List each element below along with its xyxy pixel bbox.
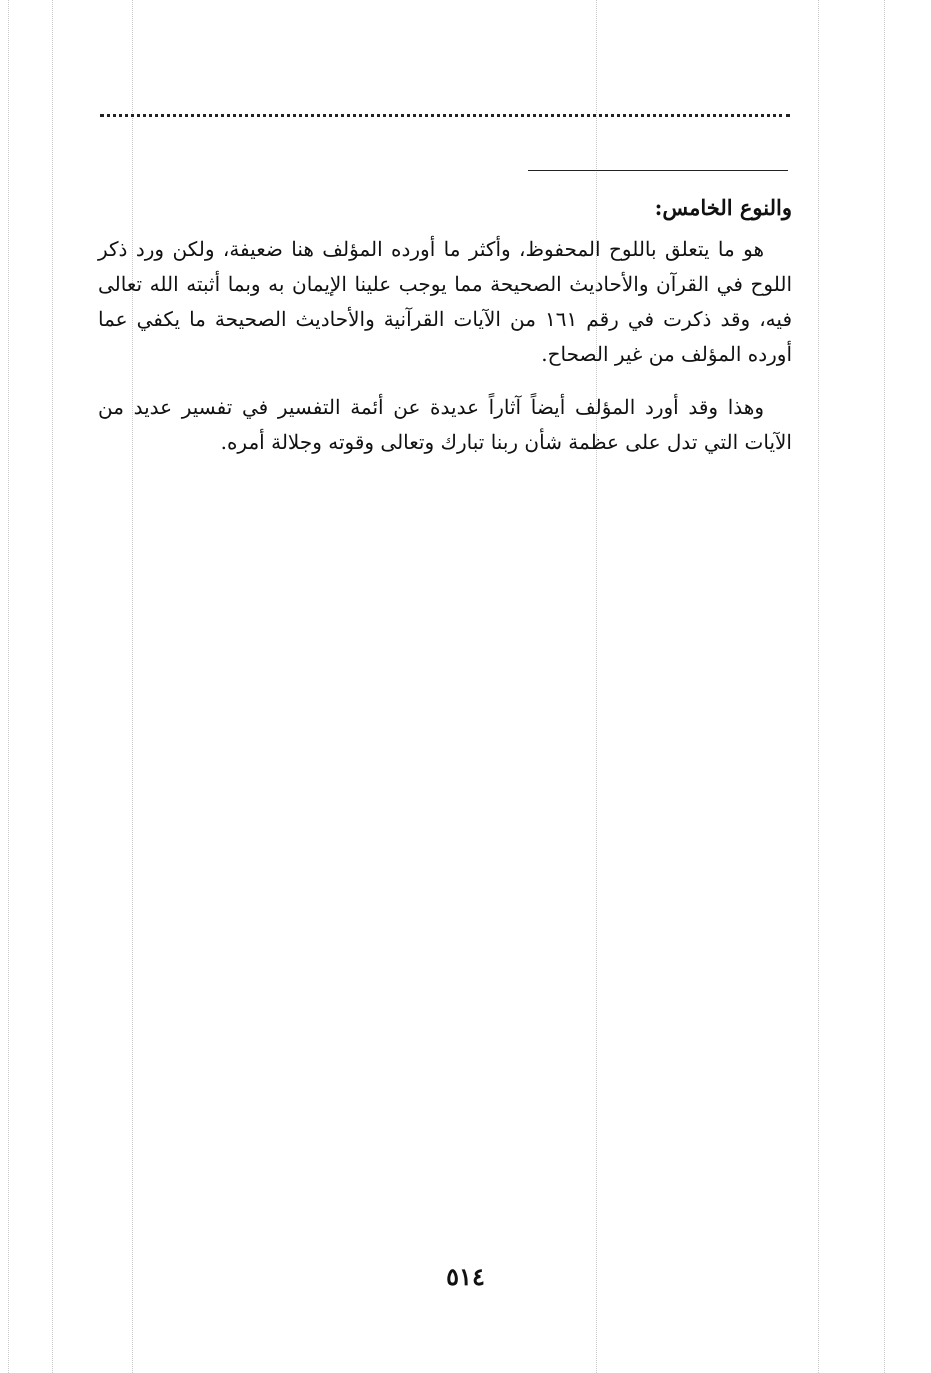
dotted-separator [100,114,790,117]
section-heading: والنوع الخامس: [654,195,792,220]
scan-artifact-line [884,0,885,1373]
page-number: ٥١٤ [446,1262,485,1291]
scan-artifact-line [818,0,819,1373]
section-body [98,186,792,478]
scan-artifact-line [52,0,53,1373]
paragraph: هو ما يتعلق باللوح المحفوظ، وأكثر ما أورده المؤلف هنا ضعيفة، ولكن ورد ذكر اللوح في القرآن والأحاديث الصحيحة مما يوجب علينا الإيمان به وبما أثبته الله تعالى فيه، وقد ذكرت في رقم ١٦١ من الآيات القرآنية والأحاديث الصحيحة ما يكفي عما أورده المؤلف من غير الصحاح. [98,237,792,366]
scan-artifact-line [8,0,9,1373]
section-rule [528,170,788,171]
paragraph: وهذا وقد أورد المؤلف أيضاً آثاراً عديدة عن أئمة التفسير في تفسير عديد من الآيات التي تدل على عظمة شأن ربنا تبارك وتعالى وقوته وجلالة أمره. [98,395,792,454]
